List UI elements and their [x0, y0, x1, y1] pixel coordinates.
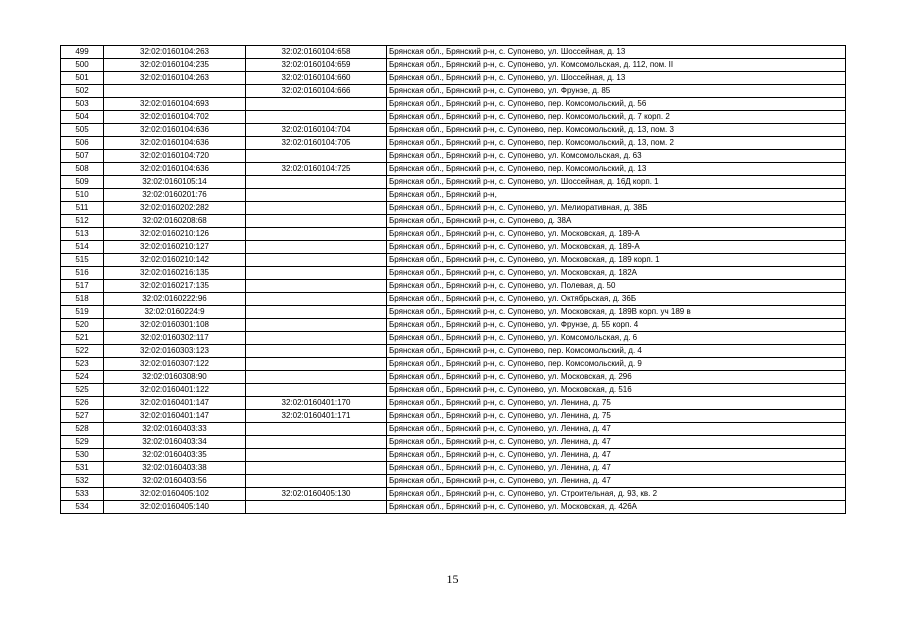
row-number-cell: 534 — [61, 501, 104, 514]
table-row — [61, 462, 846, 475]
address-cell: Брянская обл., Брянский р-н, с. Супонево, ул. Строительная, д. 93, кв. 2 — [387, 488, 846, 501]
address-cell: Брянская обл., Брянский р-н, с. Супонево, ул. Ленина, д. 47 — [387, 436, 846, 449]
linked-cadastral-number-cell — [246, 98, 387, 111]
row-number-cell: 524 — [61, 371, 104, 384]
table-row — [61, 384, 846, 397]
table-row — [61, 423, 846, 436]
row-number-cell: 514 — [61, 241, 104, 254]
linked-cadastral-number-cell: 32:02:0160405:130 — [246, 488, 387, 501]
linked-cadastral-number-cell — [246, 319, 387, 332]
cadastral-number-cell: 32:02:0160104:263 — [104, 46, 246, 59]
address-cell: Брянская обл., Брянский р-н, с. Супонево, ул. Полевая, д. 50 — [387, 280, 846, 293]
cadastral-number-cell: 32:02:0160210:127 — [104, 241, 246, 254]
table-row — [61, 85, 846, 98]
address-cell: Брянская обл., Брянский р-н, с. Супонево, пер. Комсомольский, д. 7 корп. 2 — [387, 111, 846, 124]
row-number-cell: 503 — [61, 98, 104, 111]
row-number-cell: 515 — [61, 254, 104, 267]
table-row — [61, 46, 846, 59]
cadastral-number-cell: 32:02:0160302:117 — [104, 332, 246, 345]
table-row — [61, 280, 846, 293]
row-number-cell: 500 — [61, 59, 104, 72]
linked-cadastral-number-cell — [246, 436, 387, 449]
address-cell: Брянская обл., Брянский р-н, с. Супонево, ул. Ленина, д. 47 — [387, 449, 846, 462]
row-number-cell: 511 — [61, 202, 104, 215]
row-number-cell: 507 — [61, 150, 104, 163]
cadastral-number-cell: 32:02:0160303:123 — [104, 345, 246, 358]
cadastral-number-cell: 32:02:0160403:35 — [104, 449, 246, 462]
cadastral-number-cell: 32:02:0160104:636 — [104, 163, 246, 176]
registry-table-body — [61, 46, 846, 514]
row-number-cell: 517 — [61, 280, 104, 293]
linked-cadastral-number-cell — [246, 202, 387, 215]
cadastral-number-cell: 32:02:0160104:235 — [104, 59, 246, 72]
table-row — [61, 410, 846, 423]
linked-cadastral-number-cell — [246, 332, 387, 345]
cadastral-number-cell: 32:02:0160224:9 — [104, 306, 246, 319]
address-cell: Брянская обл., Брянский р-н, с. Супонево, ул. Фрунзе, д. 85 — [387, 85, 846, 98]
address-cell: Брянская обл., Брянский р-н, с. Супонево, ул. Московская, д. 189 корп. 1 — [387, 254, 846, 267]
table-row — [61, 436, 846, 449]
address-cell: Брянская обл., Брянский р-н, с. Супонево, ул. Фрунзе, д. 55 корп. 4 — [387, 319, 846, 332]
cadastral-number-cell: 32:02:0160105:14 — [104, 176, 246, 189]
linked-cadastral-number-cell — [246, 111, 387, 124]
address-cell: Брянская обл., Брянский р-н, с. Супонево, ул. Комсомольская, д. 63 — [387, 150, 846, 163]
cadastral-number-cell: 32:02:0160401:147 — [104, 410, 246, 423]
cadastral-number-cell: 32:02:0160301:108 — [104, 319, 246, 332]
linked-cadastral-number-cell — [246, 280, 387, 293]
address-cell: Брянская обл., Брянский р-н, с. Супонево, пер. Комсомольский, д. 4 — [387, 345, 846, 358]
cadastral-number-cell: 32:02:0160104:693 — [104, 98, 246, 111]
table-row — [61, 202, 846, 215]
cadastral-number-cell: 32:02:0160104:636 — [104, 124, 246, 137]
row-number-cell: 522 — [61, 345, 104, 358]
table-row — [61, 241, 846, 254]
linked-cadastral-number-cell: 32:02:0160104:666 — [246, 85, 387, 98]
row-number-cell: 528 — [61, 423, 104, 436]
address-cell: Брянская обл., Брянский р-н, с. Супонево, ул. Московская, д. 426А — [387, 501, 846, 514]
address-cell: Брянская обл., Брянский р-н, с. Супонево, ул. Московская, д. 189-А — [387, 241, 846, 254]
row-number-cell: 509 — [61, 176, 104, 189]
table-row — [61, 59, 846, 72]
linked-cadastral-number-cell — [246, 345, 387, 358]
linked-cadastral-number-cell — [246, 150, 387, 163]
row-number-cell: 506 — [61, 137, 104, 150]
linked-cadastral-number-cell — [246, 501, 387, 514]
address-cell: Брянская обл., Брянский р-н, с. Супонево, ул. Комсомольская, д. 6 — [387, 332, 846, 345]
address-cell: Брянская обл., Брянский р-н, с. Супонево, ул. Московская, д. 182А — [387, 267, 846, 280]
cadastral-number-cell: 32:02:0160405:140 — [104, 501, 246, 514]
linked-cadastral-number-cell: 32:02:0160104:659 — [246, 59, 387, 72]
table-row — [61, 111, 846, 124]
address-cell: Брянская обл., Брянский р-н, с. Супонево, ул. Ленина, д. 47 — [387, 475, 846, 488]
row-number-cell: 531 — [61, 462, 104, 475]
linked-cadastral-number-cell — [246, 462, 387, 475]
table-row — [61, 358, 846, 371]
table-row — [61, 306, 846, 319]
linked-cadastral-number-cell — [246, 306, 387, 319]
linked-cadastral-number-cell — [246, 189, 387, 202]
cadastral-number-cell: 32:02:0160401:147 — [104, 397, 246, 410]
cadastral-number-cell: 32:02:0160202:282 — [104, 202, 246, 215]
address-cell: Брянская обл., Брянский р-н, с. Супонево, пер. Комсомольский, д. 9 — [387, 358, 846, 371]
linked-cadastral-number-cell — [246, 384, 387, 397]
cadastral-number-cell: 32:02:0160308:90 — [104, 371, 246, 384]
table-row — [61, 267, 846, 280]
cadastral-number-cell — [104, 85, 246, 98]
linked-cadastral-number-cell: 32:02:0160104:725 — [246, 163, 387, 176]
address-cell: Брянская обл., Брянский р-н, с. Супонево, ул. Ленина, д. 47 — [387, 462, 846, 475]
table-row — [61, 371, 846, 384]
linked-cadastral-number-cell — [246, 176, 387, 189]
linked-cadastral-number-cell — [246, 358, 387, 371]
linked-cadastral-number-cell: 32:02:0160401:170 — [246, 397, 387, 410]
address-cell: Брянская обл., Брянский р-н, с. Супонево, ул. Ленина, д. 47 — [387, 423, 846, 436]
page-number: 15 — [446, 572, 459, 586]
row-number-cell: 521 — [61, 332, 104, 345]
cadastral-number-cell: 32:02:0160104:720 — [104, 150, 246, 163]
linked-cadastral-number-cell — [246, 267, 387, 280]
linked-cadastral-number-cell — [246, 241, 387, 254]
table-row — [61, 488, 846, 501]
row-number-cell: 529 — [61, 436, 104, 449]
table-row — [61, 254, 846, 267]
row-number-cell: 519 — [61, 306, 104, 319]
address-cell: Брянская обл., Брянский р-н, с. Супонево, ул. Шоссейная, д. 16Д корп. 1 — [387, 176, 846, 189]
row-number-cell: 518 — [61, 293, 104, 306]
row-number-cell: 516 — [61, 267, 104, 280]
row-number-cell: 526 — [61, 397, 104, 410]
registry-table — [60, 45, 846, 514]
table-row — [61, 475, 846, 488]
cadastral-number-cell: 32:02:0160210:126 — [104, 228, 246, 241]
table-row — [61, 72, 846, 85]
cadastral-number-cell: 32:02:0160403:56 — [104, 475, 246, 488]
table-row — [61, 150, 846, 163]
row-number-cell: 512 — [61, 215, 104, 228]
row-number-cell: 513 — [61, 228, 104, 241]
address-cell: Брянская обл., Брянский р-н, с. Супонево, ул. Московская, д. 296 — [387, 371, 846, 384]
cadastral-number-cell: 32:02:0160201:76 — [104, 189, 246, 202]
linked-cadastral-number-cell — [246, 215, 387, 228]
cadastral-number-cell: 32:02:0160405:102 — [104, 488, 246, 501]
linked-cadastral-number-cell — [246, 293, 387, 306]
table-row — [61, 228, 846, 241]
row-number-cell: 501 — [61, 72, 104, 85]
address-cell: Брянская обл., Брянский р-н, с. Супонево, ул. Комсомольская, д. 112, пом. II — [387, 59, 846, 72]
row-number-cell: 520 — [61, 319, 104, 332]
address-cell: Брянская обл., Брянский р-н, с. Супонево, д. 38А — [387, 215, 846, 228]
table-row — [61, 137, 846, 150]
row-number-cell: 508 — [61, 163, 104, 176]
linked-cadastral-number-cell — [246, 475, 387, 488]
address-cell: Брянская обл., Брянский р-н, — [387, 189, 846, 202]
row-number-cell: 533 — [61, 488, 104, 501]
address-cell: Брянская обл., Брянский р-н, с. Супонево, ул. Московская, д. 516 — [387, 384, 846, 397]
address-cell: Брянская обл., Брянский р-н, с. Супонево, ул. Московская, д. 189-А — [387, 228, 846, 241]
table-row — [61, 215, 846, 228]
cadastral-number-cell: 32:02:0160403:34 — [104, 436, 246, 449]
cadastral-number-cell: 32:02:0160403:33 — [104, 423, 246, 436]
address-cell: Брянская обл., Брянский р-н, с. Супонево, ул. Шоссейная, д. 13 — [387, 46, 846, 59]
linked-cadastral-number-cell — [246, 371, 387, 384]
linked-cadastral-number-cell: 32:02:0160401:171 — [246, 410, 387, 423]
address-cell: Брянская обл., Брянский р-н, с. Супонево, ул. Октябрьская, д. 36Б — [387, 293, 846, 306]
linked-cadastral-number-cell — [246, 423, 387, 436]
cadastral-number-cell: 32:02:0160210:142 — [104, 254, 246, 267]
row-number-cell: 527 — [61, 410, 104, 423]
table-row — [61, 189, 846, 202]
cadastral-number-cell: 32:02:0160403:38 — [104, 462, 246, 475]
row-number-cell: 523 — [61, 358, 104, 371]
table-row — [61, 449, 846, 462]
linked-cadastral-number-cell: 32:02:0160104:704 — [246, 124, 387, 137]
address-cell: Брянская обл., Брянский р-н, с. Супонево, ул. Шоссейная, д. 13 — [387, 72, 846, 85]
address-cell: Брянская обл., Брянский р-н, с. Супонево, ул. Московская, д. 189В корп. уч 189 в — [387, 306, 846, 319]
address-cell: Брянская обл., Брянский р-н, с. Супонево, ул. Мелиоративная, д. 38Б — [387, 202, 846, 215]
cadastral-number-cell: 32:02:0160104:263 — [104, 72, 246, 85]
row-number-cell: 530 — [61, 449, 104, 462]
table-row — [61, 98, 846, 111]
table-row — [61, 124, 846, 137]
address-cell: Брянская обл., Брянский р-н, с. Супонево, ул. Ленина, д. 75 — [387, 410, 846, 423]
linked-cadastral-number-cell: 32:02:0160104:705 — [246, 137, 387, 150]
address-cell: Брянская обл., Брянский р-н, с. Супонево, пер. Комсомольский, д. 56 — [387, 98, 846, 111]
cadastral-number-cell: 32:02:0160208:68 — [104, 215, 246, 228]
linked-cadastral-number-cell — [246, 254, 387, 267]
table-row — [61, 332, 846, 345]
table-row — [61, 345, 846, 358]
row-number-cell: 525 — [61, 384, 104, 397]
table-row — [61, 397, 846, 410]
address-cell: Брянская обл., Брянский р-н, с. Супонево, пер. Комсомольский, д. 13 — [387, 163, 846, 176]
cadastral-number-cell: 32:02:0160401:122 — [104, 384, 246, 397]
table-row — [61, 319, 846, 332]
row-number-cell: 505 — [61, 124, 104, 137]
row-number-cell: 510 — [61, 189, 104, 202]
address-cell: Брянская обл., Брянский р-н, с. Супонево, пер. Комсомольский, д. 13, пом. 2 — [387, 137, 846, 150]
cadastral-number-cell: 32:02:0160307:122 — [104, 358, 246, 371]
row-number-cell: 502 — [61, 85, 104, 98]
table-row — [61, 163, 846, 176]
linked-cadastral-number-cell: 32:02:0160104:660 — [246, 72, 387, 85]
cadastral-number-cell: 32:02:0160222:96 — [104, 293, 246, 306]
row-number-cell: 499 — [61, 46, 104, 59]
linked-cadastral-number-cell — [246, 228, 387, 241]
row-number-cell: 504 — [61, 111, 104, 124]
table-row — [61, 293, 846, 306]
address-cell: Брянская обл., Брянский р-н, с. Супонево, ул. Ленина, д. 75 — [387, 397, 846, 410]
cadastral-number-cell: 32:02:0160217:135 — [104, 280, 246, 293]
table-row — [61, 501, 846, 514]
address-cell: Брянская обл., Брянский р-н, с. Супонево, пер. Комсомольский, д. 13, пом. 3 — [387, 124, 846, 137]
cadastral-number-cell: 32:02:0160104:636 — [104, 137, 246, 150]
cadastral-number-cell: 32:02:0160104:702 — [104, 111, 246, 124]
table-row — [61, 176, 846, 189]
cadastral-number-cell: 32:02:0160216:135 — [104, 267, 246, 280]
linked-cadastral-number-cell: 32:02:0160104:658 — [246, 46, 387, 59]
row-number-cell: 532 — [61, 475, 104, 488]
linked-cadastral-number-cell — [246, 449, 387, 462]
